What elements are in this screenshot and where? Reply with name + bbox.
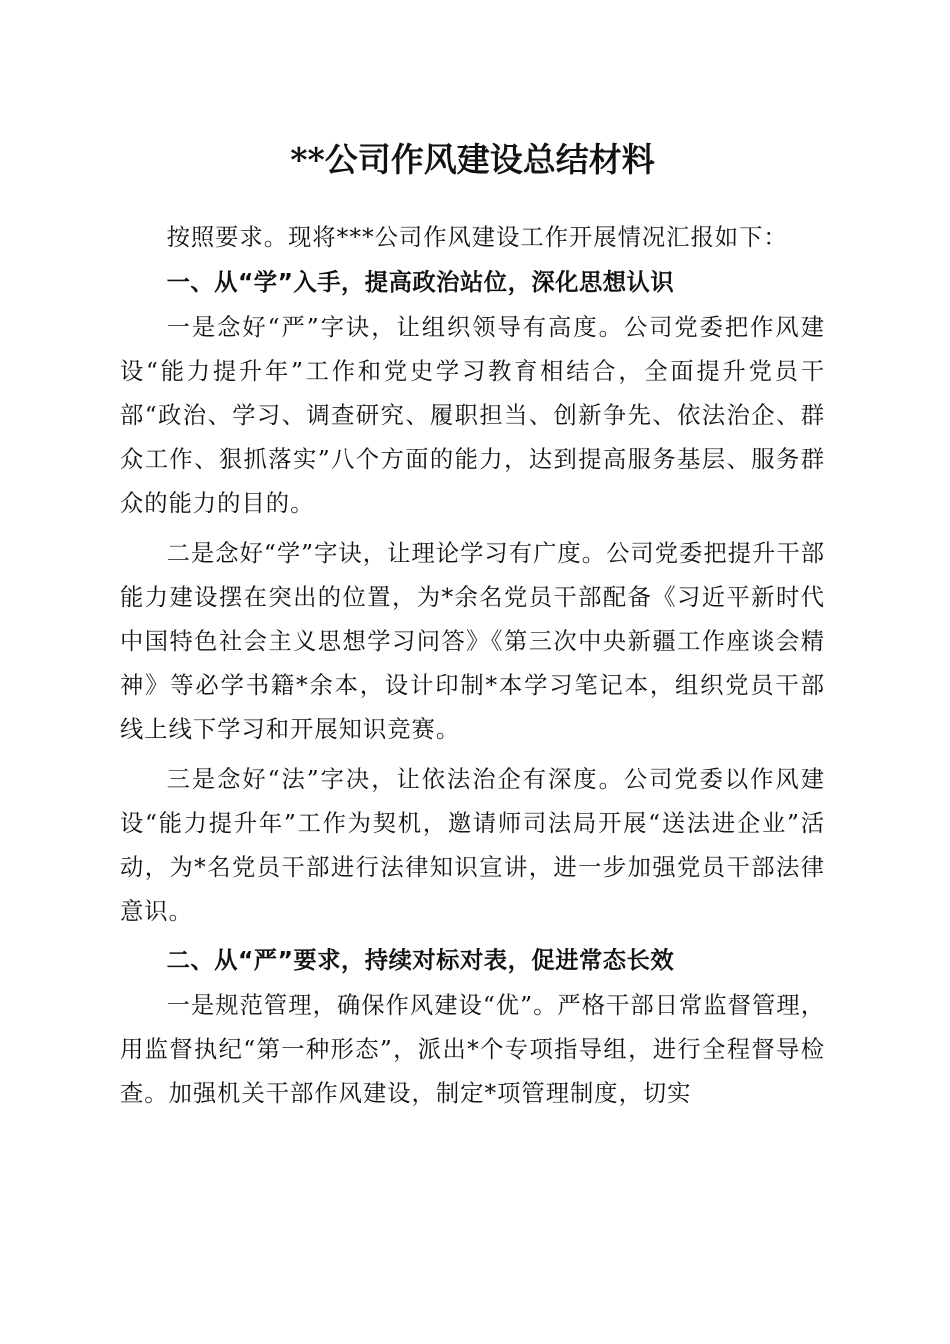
section-2-heading: 二、从“严”要求，持续对标对表，促进常态长效 xyxy=(166,947,675,974)
section-1-paragraph-2: 二是念好“学”字诀，让理论学习有广度。公司党委把提升干部能力建设摆在突出的位置，为*余名党员干部配备《习近平新时代中国特色社会主义思想学习问答》《第三次中央新疆工作座谈会精神》等必学书籍*余本，设计印制*本学习笔记本，组织党员干部线上线下学习和开展知识竞赛。 xyxy=(120,540,825,743)
intro-paragraph: 按照要求。现将***公司作风建设工作开展情况汇报如下： xyxy=(166,224,788,251)
section-2-paragraph-1: 一是规范管理，确保作风建设“优”。严格干部日常监督管理，用监督执纪“第一种形态”，派出*个专项指导组，进行全程督导检查。加强机关干部作风建设，制定*项管理制度，切实 xyxy=(120,992,825,1107)
document-page xyxy=(120,130,825,1116)
section-1-heading: 一、从“学”入手，提高政治站位，深化思想认识 xyxy=(166,269,675,296)
section-1-paragraph-3: 三是念好“法”字决，让依法治企有深度。公司党委以作风建设“能力提升年”工作为契机，邀请师司法局开展“送法进企业”活动，为*名党员干部进行法律知识宣讲，进一步加强党员干部法律意识。 xyxy=(120,766,825,925)
document-title: **公司作风建设总结材料 xyxy=(290,140,655,179)
section-1-paragraph-1: 一是念好“严”字诀，让组织领导有高度。公司党委把作风建设“能力提升年”工作和党史学习教育相结合，全面提升党员干部“政治、学习、调查研究、履职担当、创新争先、依法治企、群众工作、狠抓落实”八个方面的能力，达到提高服务基层、服务群众的能力的目的。 xyxy=(120,314,825,517)
